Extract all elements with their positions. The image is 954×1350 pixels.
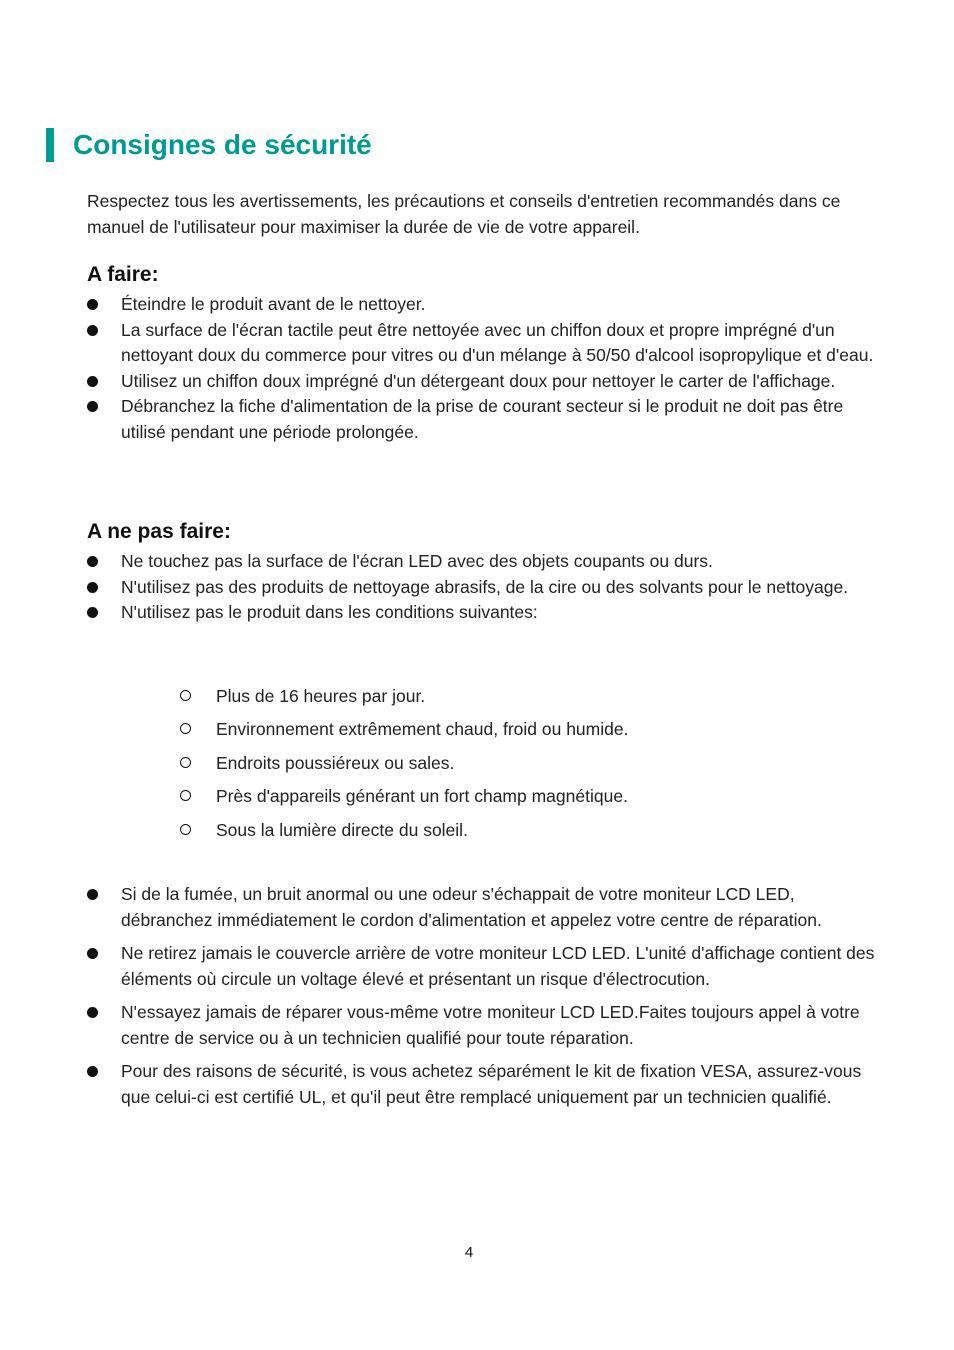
list-item: Ne touchez pas la surface de l'écran LED avec des objets coupants ou durs. [0,549,881,575]
list-item: N'essayez jamais de réparer vous-même votre moniteur LCD LED.Faites toujours appel à votre centre de service ou à un technicien qualifié pour toute réparation. [0,1000,881,1051]
list-item: Utilisez un chiffon doux imprégné d'un détergeant doux pour nettoyer le carter de l'affichage. [0,369,881,395]
page-number: 4 [464,1244,474,1261]
circle-bullet-icon [180,757,191,768]
bullet-icon [87,1066,98,1077]
list-item: N'utilisez pas des produits de nettoyage abrasifs, de la cire ou des solvants pour le nettoyage. [0,575,881,601]
list-item: Près d'appareils générant un fort champ magnétique. [0,784,954,817]
page-title: Consignes de sécurité [73,129,372,160]
do-list [0,292,954,445]
intro-paragraph: Respectez tous les avertissements, les précautions et conseils d'entretien recommandés dans ce manuel de l'utilisateur pour maximiser la durée de vie de votre appareil. [87,191,841,237]
bullet-icon [87,376,98,387]
circle-bullet-icon [180,690,191,701]
list-item: Débranchez la fiche d'alimentation de la prise de courant secteur si le produit ne doit pas être utilisé pendant une période prolongée. [0,394,881,445]
list-item: Pour des raisons de sécurité, is vous achetez séparément le kit de fixation VESA, assurez-vous que celui-ci est certifié UL, et qu'il peut être remplacé uniquement par un technicien qualifié. [0,1059,881,1110]
bullet-icon [87,582,98,593]
list-item: Ne retirez jamais le couvercle arrière de votre moniteur LCD LED. L'unité d'affichage contient des éléments où circule un voltage élevé et présentant un risque d'électrocution. [0,941,881,992]
bullet-icon [87,607,98,618]
list-item: Si de la fumée, un bruit anormal ou une odeur s'échappait de votre moniteur LCD LED, débranchez immédiatement le cordon d'alimentation et appelez votre centre de réparation. [0,882,881,933]
bullet-icon [87,889,98,900]
warnings-list [0,882,954,1118]
circle-bullet-icon [180,723,191,734]
list-item: Endroits poussiéreux ou sales. [0,751,954,784]
circle-bullet-icon [180,790,191,801]
dont-heading: A ne pas faire: [87,520,231,543]
circle-bullet-icon [180,824,191,835]
section-header [46,127,372,163]
list-item: Sous la lumière directe du soleil. [0,818,954,851]
conditions-list [0,684,954,851]
bullet-icon [87,1007,98,1018]
list-item: Plus de 16 heures par jour. [0,684,954,717]
list-item: La surface de l'écran tactile peut être nettoyée avec un chiffon doux et propre imprégné d'un nettoyant doux du commerce pour vitres ou d'un mélange à 50/50 d'alcool isopropylique et d'eau. [0,318,881,369]
bullet-icon [87,556,98,567]
list-item: Environnement extrêmement chaud, froid ou humide. [0,717,954,750]
bullet-icon [87,299,98,310]
dont-list [0,549,954,626]
list-item: Éteindre le produit avant de le nettoyer. [0,292,881,318]
do-heading: A faire: [87,263,159,286]
bullet-icon [87,401,98,412]
bullet-icon [87,948,98,959]
title-accent-bar [46,128,54,162]
bullet-icon [87,325,98,336]
list-item: N'utilisez pas le produit dans les conditions suivantes: [0,600,881,626]
